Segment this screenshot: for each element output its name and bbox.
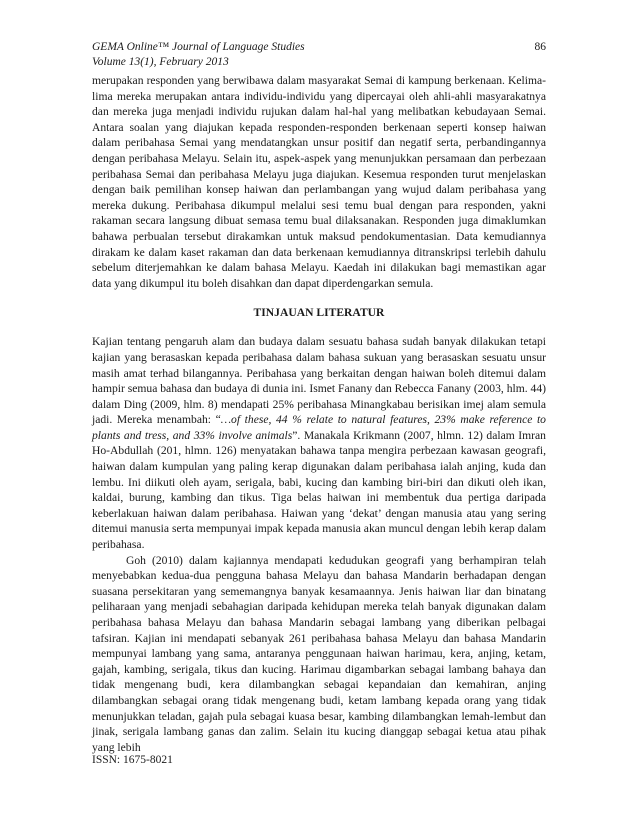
journal-volume: Volume 13(1), February 2013 xyxy=(92,56,229,68)
article-body xyxy=(92,73,546,755)
journal-title: GEMA Online™ Journal of Language Studies xyxy=(92,41,305,53)
paragraph-literature-review xyxy=(92,334,546,552)
paragraph-methodology: merupakan responden yang berwibawa dalam masyarakat Semai di kampung berkenaan. Kelima-lima mereka merupakan antara individu-individu yang dipercayai oleh ahli-ahli masyarakatnya dan mereka juga menjadi individu rujukan dalam hal-hal yang melibatkan kebudayaan Semai. Antara soalan yang diajukan kepada responden-responden berkenaan seperti konsep haiwan dalam peribahasa Semai yang mendatangkan unsur positif dan negatif serta, perbandingannya dengan peribahasa Melayu. Selain itu, aspek-aspek yang menunjukkan persamaan dan perbezaan peribahasa Semai dan peribahasa Melayu juga diajukan. Kesemua responden turut menjelaskan dengan baik pemilihan konsep haiwan dan perlambangan yang wujud dalam peribahasa yang mereka dukung. Peribahasa dikumpul melalui sesi temu bual dengan para responden, yakni rakaman secara langsung dibuat semasa temu bual dilaksanakan. Responden juga dimaklumkan bahawa perbualan tersebut dirakamkan untuk maksud pendokumentasian. Data kemudiannya dirakam ke dalam kaset rakaman dan data berkenaan kemudiannya ditranskripsi terlebih dahulu sebelum diterjemahkan ke dalam bahasa Melayu. Kaedah ini dilakukan bagi memastikan agar data yang dikumpul itu boleh disahkan dan dapat diperdengarkan semula. xyxy=(92,74,546,290)
page-number: 86 xyxy=(534,41,546,53)
paragraph-text: ”. Manakala Krikmann (2007, hlmn. 12) dalam Imran Ho-Abdullah (201, hlmn. 126) menyatakan bahawa tanpa mengira perbezaan kawasan geografi, haiwan dalam kumpulan yang paling kerap digunakan dalam peribahasa ialah anjing, kuda dan lembu. Ini diikuti oleh ayam, serigala, babi, kucing dan kambing biri-biri dan dikuti oleh ikan, kaldai, burung, kambing dan tikus. Tiga belas haiwan ini membentuk dua pertiga daripada keberlakuan haiwan dalam peribahasa. Haiwan yang ‘dekat’ dengan manusia atau yang sering ditemui manusia serta mempunyai impak kepada manusia akan muncul dengan lebih kerap dalam peribahasa. xyxy=(92,428,546,552)
section-heading: TINJAUAN LITERATUR xyxy=(253,306,385,320)
issn-footer: ISSN: 1675-8021 xyxy=(92,754,173,766)
paragraph-goh-study: Goh (2010) dalam kajiannya mendapati kedudukan geografi yang berhampiran telah menyebabkan kedua-dua pengguna bahasa Melayu dan bahasa Mandarin berhadapan dengan suasana persekitaran yang sememangnya banyak kesamaannya. Jenis haiwan liar dan binatang peliharaan yang menjadi sebahagian daripada kehidupan mereka telah banyak digunakan dalam peribahasa bahasa Melayu dan bahasa Mandarin sebagai lambang yang diberikan pelbagai tafsiran. Kajian ini mendapati sebanyak 261 peribahasa bahasa Melayu dan bahasa Mandarin mempunyai lambang yang sama, antaranya penggunaan haiwan harimau, kera, anjing, ketam, gajah, kambing, serigala, tikus dan kucing. Harimau digambarkan sebagai lambang bahaya dan tidak mengenang budi, kera dilambangkan sebagai kepandaian dan kemahiran, anjing dilambangkan sebagai orang tidak mengenang budi, ketam lambang kepada orang yang tidak menunjukkan teladan, gajah pula sebagai kuasa besar, kambing dilambangkan lemah-lembut dan jinak, serigala lambang ganas dan zalim. Selain itu kucing dianggap sebagai ketua atau pihak yang lebih xyxy=(92,553,546,754)
quotation: …of these, 44 % relate to natural features, 23% make reference to plants and tress, and 33% involve animals xyxy=(92,413,546,442)
paragraph-text: Kajian tentang pengaruh alam dan budaya dalam sesuatu bahasa sudah banyak dilakukan tetapi kajian yang berasaskan kepada peribahasa dalam bahasa sukuan yang berasaskan sesuatu unsur masih amat terhad bilangannya. Peribahasa yang berkaitan dengan haiwan boleh ditemui dalam hampir semua bahasa dan budaya di dunia ini. Ismet Fanany dan Rebecca Fanany (2003, hlm. 44) dalam Ding (2009, hlm. 8) mendapati 25% peribahasa Minangkabau berisikan imej alam semula jadi. Mereka menambah: “ xyxy=(92,335,546,427)
running-header xyxy=(92,40,546,70)
